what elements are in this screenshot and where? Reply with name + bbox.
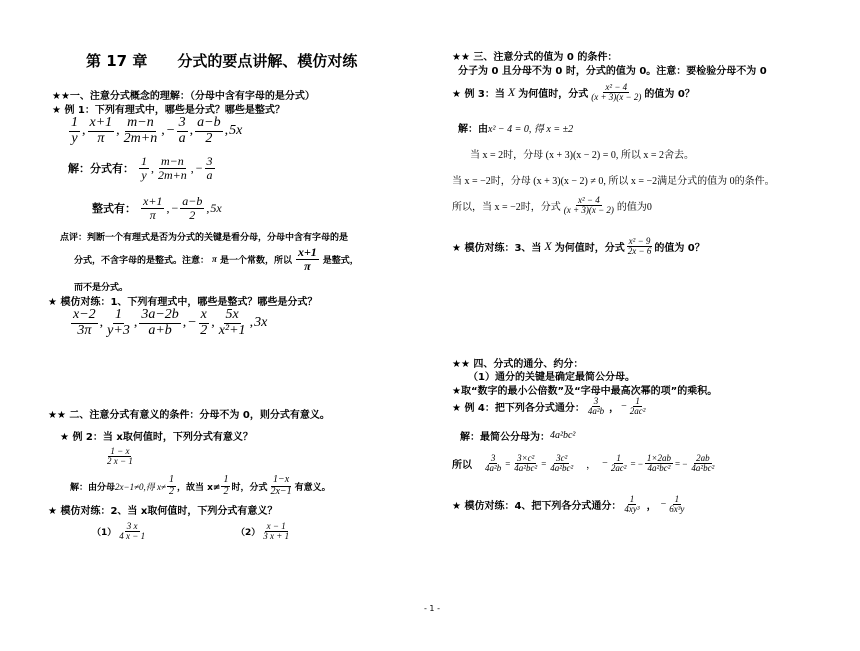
p1-fraction (139, 308, 180, 338)
example-2-fraction-den: 2 x − 1 (107, 456, 133, 466)
eq2-numerator: 1×2ab (646, 453, 671, 463)
so-label: 所以 (452, 460, 472, 472)
ex1-numerator: a−b (197, 115, 221, 130)
frac-ans-separator: , (151, 160, 154, 175)
solution-text-d: 时，分式 (231, 482, 268, 493)
ex1-numerator: 3 (178, 115, 186, 130)
sol4-text-b: 的值为0 (616, 202, 652, 214)
practice-2-item-1 (92, 522, 148, 542)
int-ans-numerator: a−b (182, 194, 203, 208)
int-ans-separator: , (166, 200, 170, 215)
p2-2-num: x − 1 (266, 521, 286, 531)
frac-ans-separator: , (190, 160, 194, 175)
practice-2-prompt: ★ 模仿对练：2、当 x取何值时，下列分式有意义？ (48, 506, 278, 517)
section-2-heading: ★★ 二、注意分式有意义的条件：分母不为 0，则分式有意义。 (48, 410, 330, 421)
half-num-2: 1 (223, 474, 229, 485)
comment-text-c: 是一个常数，所以 (219, 255, 292, 266)
sol4-den: (x + 3)(x − 2) (563, 205, 614, 216)
comment-line-2 (74, 246, 359, 272)
frac-ans-numerator: 1 (141, 154, 147, 168)
example-2-prompt: ★ 例 2：当 x取何值时，下列分式有意义？ (60, 432, 253, 443)
ex1-separator: , (116, 123, 120, 139)
frac-ans-fraction (205, 155, 215, 181)
practice-2-item-2 (236, 522, 292, 542)
p2-1-den: 4 x − 1 (119, 531, 146, 542)
p1-denominator: a+b (148, 322, 172, 338)
ex1-denominator: π (97, 130, 105, 146)
ex1-fraction (69, 116, 80, 146)
section-4-point-1: （1）通分的关键是确定最简公分母。 (468, 372, 635, 383)
page-number: - 1 - (424, 604, 440, 613)
solution-half-1 (167, 475, 176, 497)
eq2-fraction (645, 454, 673, 474)
comment-line-3: 而不是分式。 (74, 283, 129, 293)
eq1-denominator: 4a²b (485, 463, 502, 474)
comment-line-1: 点评：判断一个有理式是否为分式的关键是看分母，分母中含有字母的是 (60, 233, 349, 243)
eq1-separator: = (541, 458, 547, 469)
example-3-prompt (452, 83, 695, 103)
p1-fraction (198, 308, 209, 338)
int-ans-denominator: 2 (189, 207, 196, 222)
lcd-line (460, 428, 575, 443)
ex4-sep: ， (609, 403, 620, 415)
p1-fraction (217, 308, 248, 338)
p1-denominator: 2 (200, 322, 208, 338)
ex1-fraction (177, 116, 188, 146)
solution-condition: 2x−1≠0,得 x≠ (115, 481, 166, 492)
ex1-separator: , (161, 123, 165, 139)
example-3-text-a: ★ 例 3：当 (452, 89, 505, 101)
solution-text-a: 解：由分母 (70, 482, 116, 493)
p1-denominator: x²+1 (218, 322, 246, 338)
ex4-f2-neg: − (621, 401, 627, 413)
p4-f1-num: 1 (629, 494, 635, 504)
example-1-expressions (68, 116, 242, 146)
frac-ans-fraction (156, 155, 189, 181)
p4-f2-neg: − (660, 499, 667, 511)
ex1-denominator: 2m+n (123, 130, 158, 146)
solution-text-e: 有意义。 (294, 482, 331, 493)
example-4-prompt (452, 397, 648, 417)
eq1-denominator: 4a²bc² (514, 463, 538, 474)
eq2-denominator: 4a²bc² (647, 463, 671, 474)
section-1-heading: ★★一、注意分式概念的理解：（分母中含有字母的是分式） (52, 91, 315, 102)
ex4-f1-num: 3 (593, 396, 599, 406)
half-den: 2 (168, 485, 174, 497)
practice-2-item-2-label: （2） (236, 528, 261, 539)
ex1-numerator: 1 (71, 115, 78, 130)
p4-f1-den: 4xy³ (624, 504, 640, 515)
example-3-sol-4 (452, 196, 652, 216)
p2-1-num: 3 x (126, 521, 138, 531)
ex1-denominator: a (178, 130, 186, 146)
sol-frac-num: 1−x (272, 474, 290, 485)
example-4-text: ★ 例 4：把下列各分式通分： (452, 403, 585, 415)
sol4-num: x² − 4 (577, 195, 600, 205)
ex1-denominator: 2 (205, 130, 213, 146)
example-2-fraction (104, 446, 136, 466)
p3-num: x² − 9 (628, 236, 651, 246)
example-3-sol-1 (458, 120, 573, 135)
practice-4-prompt (452, 495, 687, 515)
ex1-separator: , (189, 123, 194, 139)
sol-frac-den: 2x−1 (270, 485, 292, 497)
p1-numerator: 1 (115, 307, 122, 322)
eq1-fraction (548, 454, 575, 474)
int-ans-term: 5x (210, 200, 222, 215)
eq2-separator: = − (675, 458, 688, 469)
example-3-sol-2: 当 x = 2时，分母 (x + 3)(x − 2) = 0, 所以 x = 2舍去。 (470, 150, 695, 161)
eq2-numerator: 1 (616, 453, 621, 463)
equation-1 (482, 454, 576, 474)
comment-fraction-den: π (304, 258, 311, 273)
comment-text-a: 分式，不含字母的是整式。注意： (74, 255, 210, 266)
sol4-text-a: 所以，当 x = −2时，分式 (452, 202, 561, 214)
ex1-minus: − (166, 123, 175, 139)
p2-2-den: 3 x + 1 (263, 531, 290, 542)
eq2-denominator: 4a²bc² (691, 463, 715, 474)
int-ans-fraction (180, 195, 204, 221)
ex1-fraction (195, 116, 222, 146)
int-ans-numerator: x+1 (143, 194, 163, 208)
eq1-separator: = (505, 458, 511, 469)
lcd-value: 4a²bc² (550, 430, 576, 441)
p1-fraction (71, 308, 98, 338)
int-ans-minus: − (171, 200, 179, 215)
sol1-label: 解：由 (458, 124, 488, 135)
p1-fraction (105, 308, 132, 338)
p1-numerator: 5x (225, 307, 239, 322)
section-4-heading: ★★ 四、分式的通分、约分： (452, 359, 584, 370)
ex1-denominator: y (71, 130, 78, 146)
int-ans-denominator: π (149, 207, 156, 222)
section-4-point-2: ★取“数字的最小公倍数”及“字母中最高次幂的项”的乘积。 (452, 386, 718, 397)
comment-pi: π (212, 254, 217, 265)
eq1-denominator: 4a²bc² (550, 463, 574, 474)
fraction-answer-row (68, 155, 216, 181)
comment-text-d: 是整式， (322, 255, 359, 266)
practice-4-text: ★ 模仿对练：4、把下列各分式通分： (452, 501, 622, 513)
equation-2 (608, 454, 718, 474)
p1-separator: , (249, 315, 254, 331)
section-3-rule: 分子为 0 且分母不为 0 时，分式的值为 0。注意：要检验分母不为 0 (458, 66, 767, 77)
ex1-fraction (88, 116, 115, 146)
integer-answer-row (92, 195, 222, 221)
eq1-fraction (512, 454, 539, 474)
ex1-numerator: m−n (127, 115, 154, 130)
ex4-f1-den: 4a²b (587, 406, 605, 417)
p1-numerator: x (200, 307, 207, 322)
fraction-answer-label: 解：分式有： (68, 162, 134, 176)
ex4-f2-den: 2ac² (629, 406, 646, 417)
eq1-numerator: 3×c² (517, 453, 535, 463)
p4-f2-num: 1 (674, 494, 680, 504)
half-num: 1 (168, 474, 174, 485)
frac-ans-numerator: m−n (161, 154, 184, 168)
eq2-fraction (689, 454, 716, 474)
ex1-numerator: x+1 (89, 115, 113, 130)
practice-3-prompt (452, 237, 705, 257)
p4-sep: ， (646, 501, 657, 513)
practice-3-text-b: 为何值时，分式 (554, 243, 625, 255)
p1-separator: , (133, 315, 138, 331)
ex1-separator: , (224, 123, 229, 139)
page-title: 第 17 章 分式的要点讲解、模仿对练 (86, 52, 358, 70)
practice-1-expressions (70, 308, 267, 338)
int-ans-separator: , (206, 200, 210, 215)
integer-answer-label: 整式有： (92, 202, 136, 216)
example-3-var: X (507, 85, 516, 100)
sol1-eq: x² − 4 = 0, 得 x = ±2 (488, 124, 574, 135)
ex1-fraction (122, 116, 160, 146)
p1-term: 3x (254, 315, 268, 331)
solution-text-c: ，故当 x≠ (176, 482, 221, 493)
example-2-fraction-num: 1 − x (110, 445, 130, 456)
comment-fraction-num: x+1 (297, 245, 317, 259)
frac-ans-denominator: a (206, 167, 213, 182)
p1-denominator: 3π (77, 322, 92, 338)
ex4-f2-num: 1 (635, 396, 640, 406)
eq1-numerator: 3c² (556, 453, 568, 463)
frac-ans-numerator: 3 (206, 154, 213, 168)
example-3-sol-3: 当 x = −2时，分母 (x + 3)(x − 2) ≠ 0, 所以 x = −2满足分式的值为 0的条件。 (452, 176, 775, 187)
frac-ans-fraction (139, 155, 149, 181)
p1-minus: − (188, 315, 197, 331)
eq2-numerator: 2ab (696, 453, 710, 463)
p1-separator: , (182, 315, 187, 331)
example-4-result: 所以 $\frac{3}{\text{4a²b}}$ = $\frac{\text{3×c²}}{\text{4a²bc²}}$ = $\frac{\text{3c²}}{\text{4a²bc²}}$ ， − $\frac{1}{\text{2ac²}}$ = − $\frac{1\times 2ab}{\text{4a²bc²}}$ = − $\frac{2ab}{\text{4a²bc²}}$ (452, 454, 717, 474)
eq2-denominator: 2ac² (610, 463, 627, 474)
eq2-fraction (609, 454, 629, 474)
p1-numerator: 3a−2b (141, 307, 179, 322)
p3-den: 2x − 6 (627, 246, 652, 257)
example-2-solution (70, 475, 331, 497)
solution-half-2 (221, 475, 230, 497)
example-3-text-b: 为何值时，分式 (518, 89, 589, 101)
section-3-heading: ★★ 三、注意分式的值为 0 的条件： (452, 52, 618, 63)
solution-fraction (268, 475, 293, 497)
fraction-answer-list (138, 155, 216, 181)
practice-3-text-a: ★ 模仿对练：3、当 (452, 243, 542, 255)
p1-denominator: y+3 (107, 322, 130, 338)
frac-ans-denominator: 2m+n (158, 167, 187, 182)
lcd-label: 解：最简公分母为： (460, 432, 550, 443)
frac-ans-denominator: y (141, 167, 147, 182)
eq1-numerator: 3 (490, 453, 496, 463)
practice-3-var: X (544, 239, 552, 254)
p1-separator: , (99, 315, 104, 331)
example-3-text-c: 的值为 0？ (644, 89, 695, 101)
practice-3-text-c: 的值为 0？ (654, 243, 705, 255)
ex1-separator: , (82, 123, 86, 139)
p1-separator: , (211, 315, 215, 331)
eq2-separator: = − (630, 458, 643, 469)
eq1-fraction (483, 454, 503, 474)
comment-fraction (296, 246, 319, 272)
frac-ans-minus: − (195, 160, 203, 175)
p4-f2-den: 6x³y (669, 504, 685, 515)
practice-2-item-1-label: （1） (92, 528, 117, 539)
ex3-den: (x + 3)(x − 2) (591, 92, 642, 103)
ex3-num: x² − 4 (605, 82, 628, 92)
ex1-term: 5x (229, 123, 243, 139)
p1-numerator: x−2 (73, 307, 96, 322)
practice-1-prompt: ★ 模仿对练：1、下列有理式中，哪些是整式？哪些是分式？ (48, 297, 318, 308)
integer-answer-list (140, 195, 222, 221)
int-ans-fraction (141, 195, 164, 221)
example-1-prompt: ★ 例 1：下列有理式中，哪些是分式？哪些是整式？ (52, 105, 285, 116)
half-den-2: 2 (223, 485, 229, 497)
